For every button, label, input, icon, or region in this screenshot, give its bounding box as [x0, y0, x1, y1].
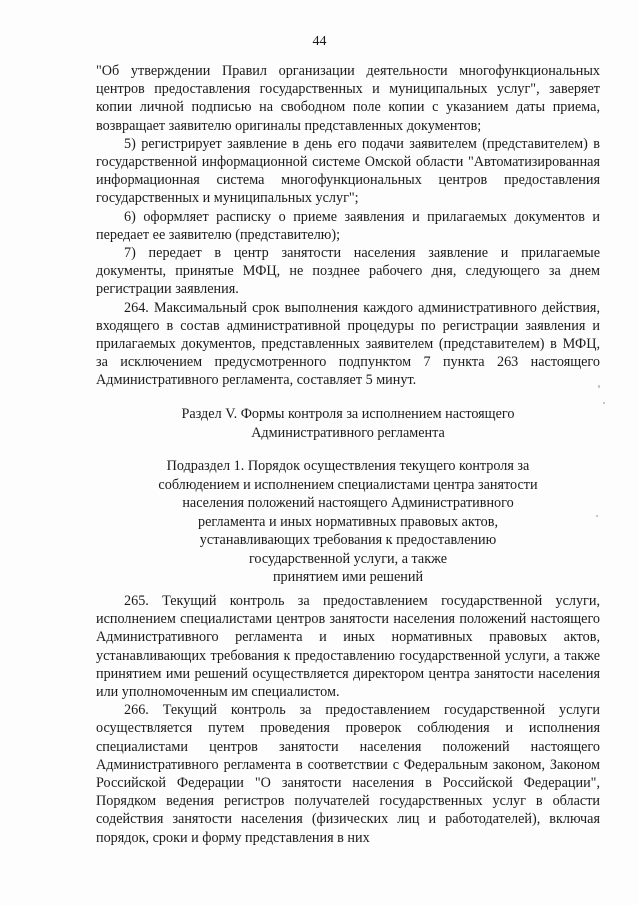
scan-speck — [598, 385, 600, 388]
subsection-heading-line: соблюдением и исполнением специалистами центра занятости — [158, 476, 538, 493]
section-heading — [96, 405, 600, 442]
subsection-heading-line: населения положений настоящего Административного — [182, 495, 514, 511]
paragraph-265: 265. Текущий контроль за предоставлением государственной услуги, исполнением специалистами центров занятости населения положений настоящего Административного регламента и иных нормативных правовых актов, устанавливающих требования к предоставлению государственной услуги, а также принятием ими решений осуществляется директором центра занятости населения или уполномоченным им специалистом. — [96, 593, 600, 701]
text-block-procedure — [96, 62, 600, 390]
paragraph-item-5: 5) регистрирует заявление в день его подачи заявителем (представителем) в государственной информационной системе Омской области "Автоматизированная информационная система многофункциональных центров предоставления государственных и муниципальных услуг"; — [96, 135, 600, 207]
paragraph-item-6: 6) оформляет расписку о приеме заявления и прилагаемых документов и передает ее заявителю (представителю); — [96, 208, 600, 243]
section-heading-line: Административного регламента — [251, 424, 445, 441]
paragraph-continued: "Об утверждении Правил организации деятельности многофункциональных центров предоставления государственных и муниципальных услуг", заверяет копии личной подписью на свободном поле копии с указанием даты приема, возвращает заявителю оригиналы представленных документов; — [96, 63, 600, 134]
page-number: 44 — [312, 34, 327, 49]
subsection-heading-line: регламента и иных нормативных правовых актов, — [198, 513, 498, 530]
paragraph-item-7: 7) передает в центр занятости населения заявление и прилагаемые документы, принятые МФЦ, не позднее рабочего дня, следующего за днем регистрации заявления. — [96, 245, 600, 298]
section-heading-line: Раздел V. Формы контроля за исполнением настоящего — [181, 406, 515, 422]
subsection-heading-line: Подраздел 1. Порядок осуществления текущего контроля за — [166, 458, 530, 474]
subsection-heading-line: устанавливающих требования к предоставлению — [199, 532, 497, 548]
paragraph-266: 266. Текущий контроль за предоставлением государственной услуги осуществляется путем проведения проверок соблюдения и исполнения специалистами центров занятости населения положений настоящего Административного регламента в соответствии с Федеральным законом, Законом Российской Федерации "О занятости населения в Российской Федерации", Порядком ведения регистров получателей государственных услуг в области содействия занятости населения (физических лиц и работодателей), включая порядок, сроки и форму представления в них — [96, 702, 600, 846]
subsection-heading-line: государственной услуги, а также — [248, 550, 448, 567]
text-block-control — [96, 592, 600, 847]
paragraph-264: 264. Максимальный срок выполнения каждого административного действия, входящего в состав административной процедуры по регистрации заявления и прилагаемых документов, представленных заявителем (представителем) в МФЦ, за исключением предусмотренного подпунктом 7 пункта 263 настоящего Административного регламента, составляет 5 минут. — [96, 299, 600, 389]
scan-speck — [603, 402, 605, 404]
scan-speck — [596, 515, 598, 517]
subsection-heading — [96, 457, 600, 587]
subsection-heading-line: принятием ими решений — [272, 569, 424, 585]
